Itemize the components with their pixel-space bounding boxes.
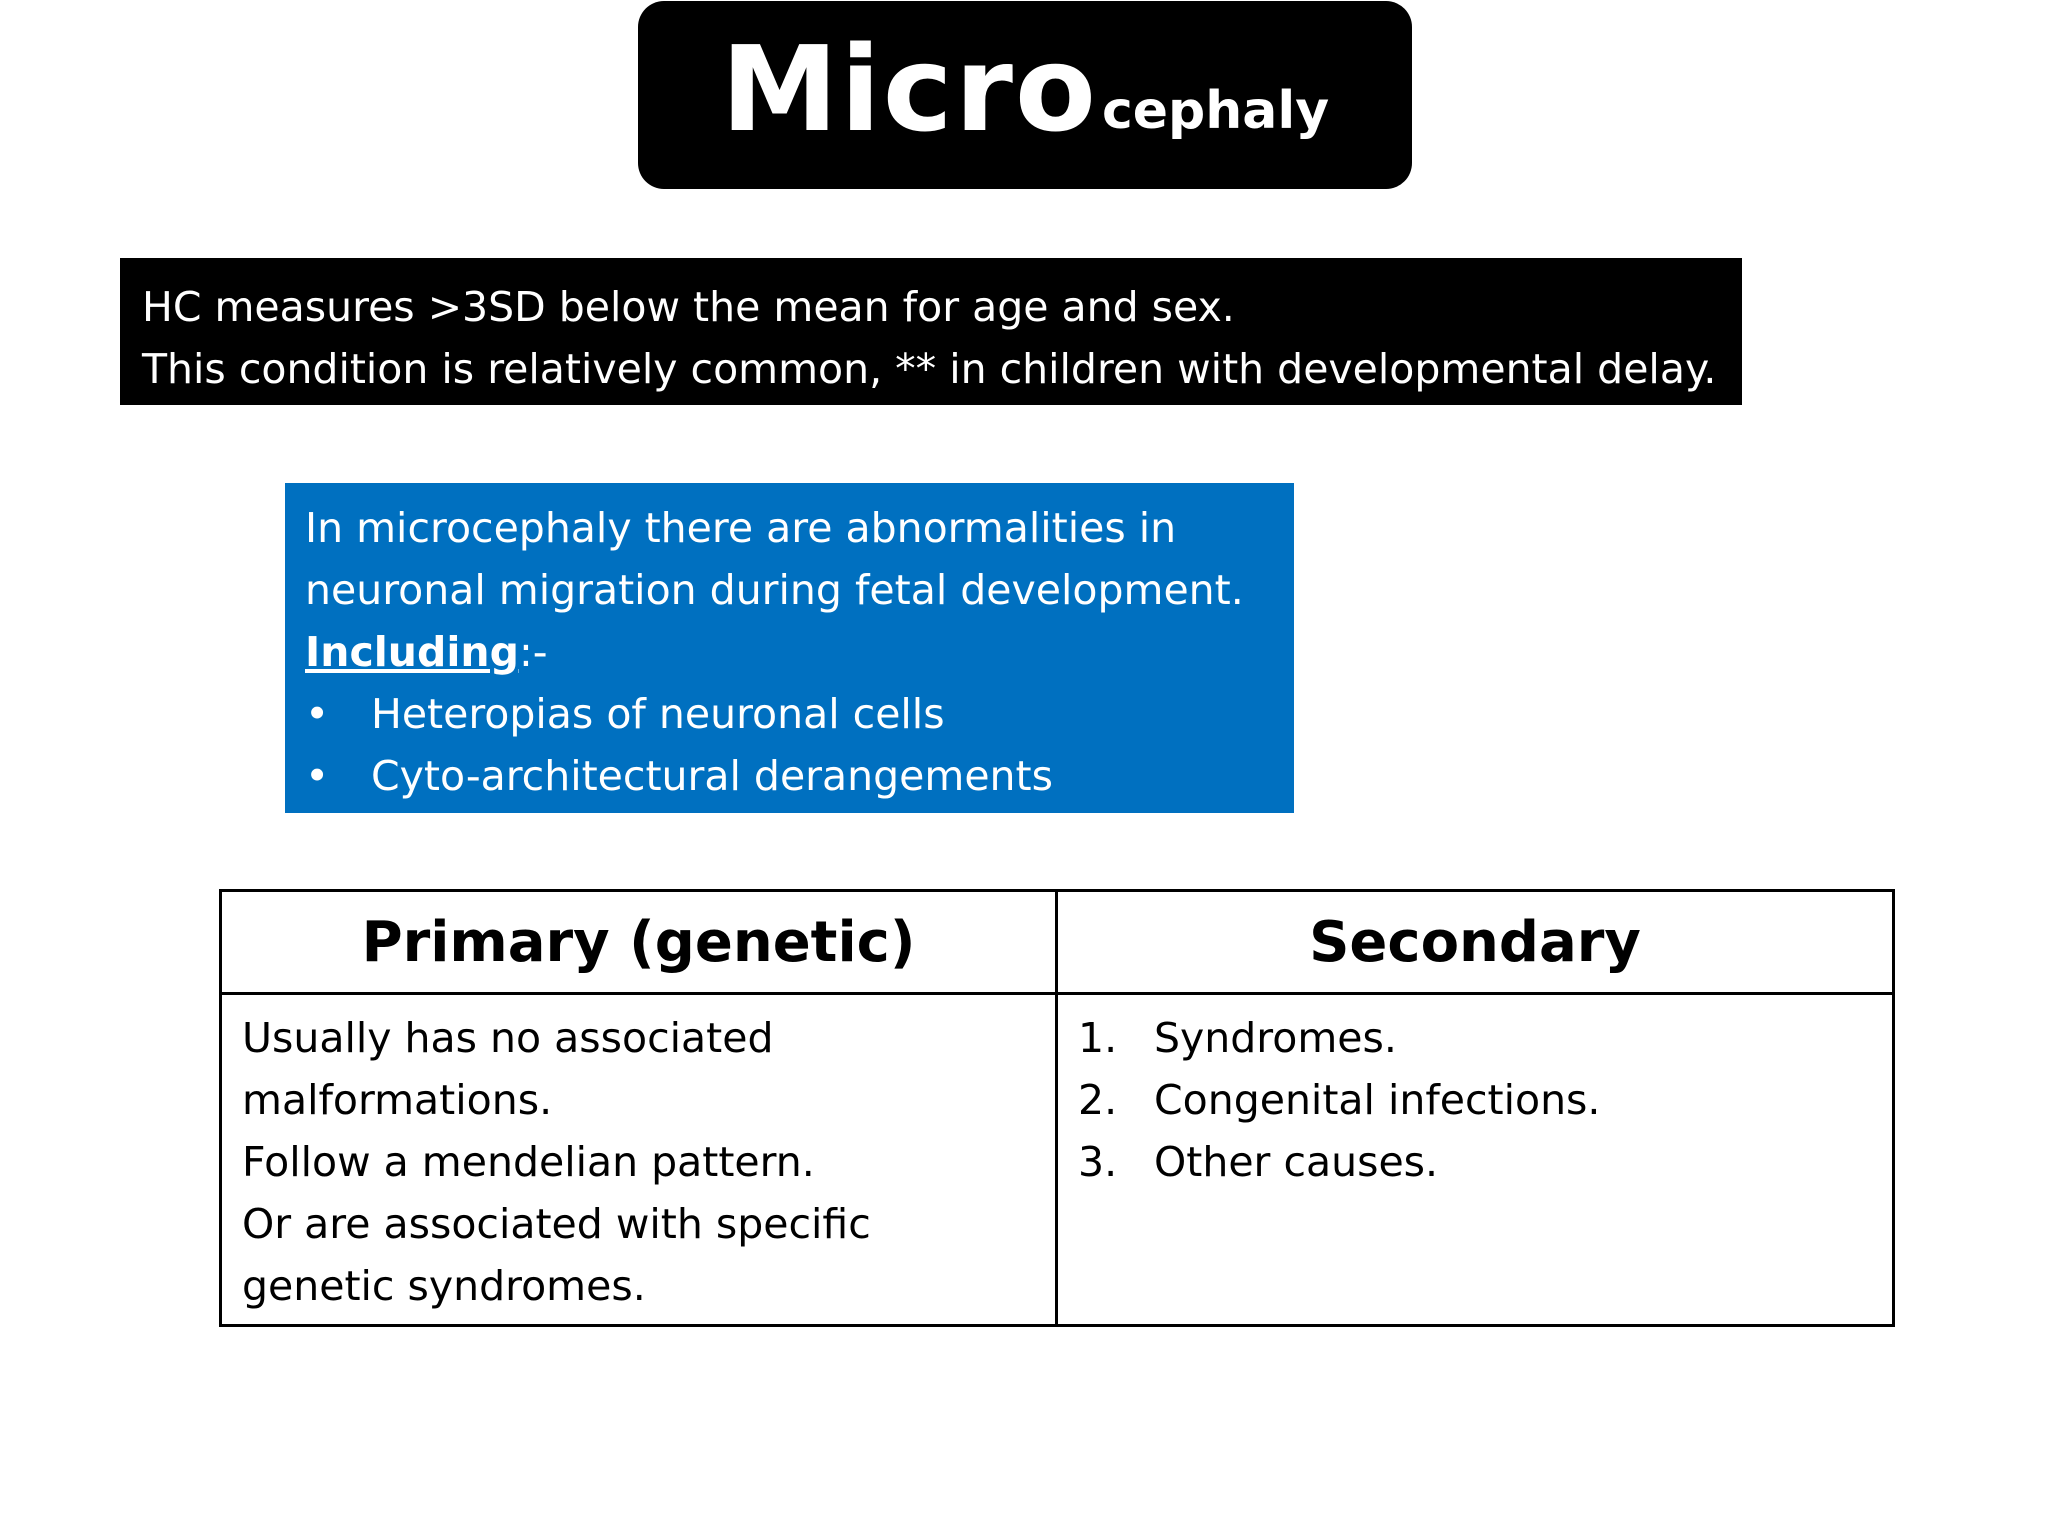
definition-line-1: HC measures >3SD below the mean for age and sex. — [142, 283, 1235, 331]
title-banner — [638, 1, 1412, 189]
including-heading — [305, 621, 1274, 683]
list-item — [1078, 1069, 1872, 1131]
primary-line: Usually has no associated — [242, 1014, 774, 1062]
definition-box — [120, 258, 1742, 405]
list-text: Congenital infections. — [1154, 1076, 1601, 1124]
list-number: 1. — [1078, 1014, 1118, 1062]
bullet-text: Heteropias of neuronal cells — [371, 690, 945, 738]
list-text: Syndromes. — [1154, 1014, 1397, 1062]
header-primary: Primary (genetic) — [221, 891, 1057, 994]
secondary-cell — [1057, 994, 1894, 1326]
table-header-row — [221, 891, 1894, 994]
primary-line: genetic syndromes. — [242, 1262, 646, 1310]
primary-line: Follow a mendelian pattern. — [242, 1138, 815, 1186]
list-item — [1078, 1007, 1872, 1069]
list-item — [1078, 1131, 1872, 1193]
list-number: 3. — [1078, 1138, 1118, 1186]
pathology-line-1: In microcephaly there are abnormalities in — [305, 504, 1177, 552]
pathology-box — [285, 483, 1294, 813]
list-text: Other causes. — [1154, 1138, 1439, 1186]
primary-cell — [221, 994, 1057, 1326]
bullet-icon: • — [305, 752, 330, 800]
header-secondary: Secondary — [1057, 891, 1894, 994]
list-number: 2. — [1078, 1076, 1118, 1124]
bullet-item — [305, 683, 1274, 745]
bullet-item — [305, 745, 1274, 807]
primary-line: Or are associated with specific — [242, 1200, 871, 1248]
primary-line: malformations. — [242, 1076, 553, 1124]
bullet-icon: • — [305, 690, 330, 738]
title-micro: Micro — [720, 20, 1098, 158]
including-label: Including — [305, 628, 519, 676]
bullet-text: Cyto-architectural derangements — [371, 752, 1053, 800]
pathology-line-2: neuronal migration during fetal development. — [305, 566, 1244, 614]
including-suffix: :- — [518, 628, 548, 676]
title-cephaly: cephaly — [1101, 81, 1330, 141]
table-row — [221, 994, 1894, 1326]
definition-line-2: This condition is relatively common, ** in children with developmental delay. — [142, 345, 1717, 393]
types-table — [219, 889, 1895, 1327]
